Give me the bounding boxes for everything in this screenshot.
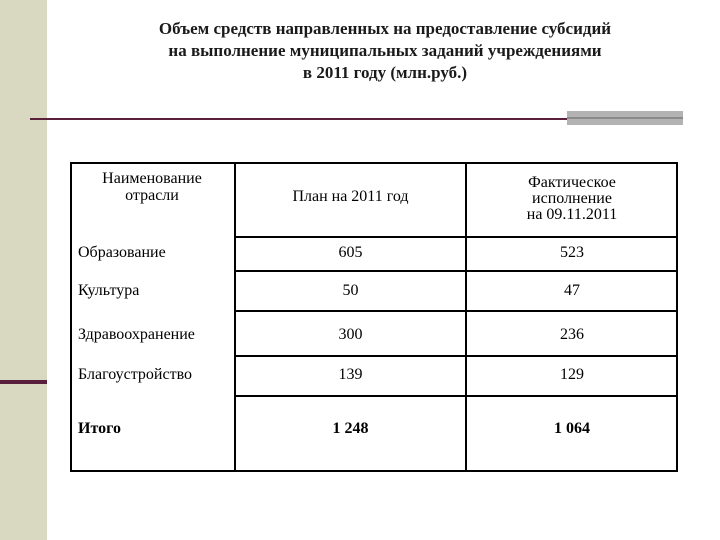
- row-2-plan: 50: [342, 282, 359, 299]
- total-fact: 1 064: [554, 420, 590, 437]
- title-line-1: Объем средств направленных на предоставление субсидий: [158, 19, 612, 38]
- header-fact-line-2: исполнение: [532, 190, 612, 207]
- row-3-fact: 236: [560, 326, 584, 343]
- row-divider-1: [235, 236, 678, 238]
- page-title: [90, 18, 680, 84]
- header-name: [76, 170, 228, 204]
- header-fact-line-1: Фактическое: [528, 174, 616, 191]
- left-decorative-band: [0, 0, 47, 540]
- row-2-name: Культура: [78, 282, 140, 299]
- divider-accent-box: [567, 111, 683, 125]
- row-2-fact: 47: [564, 282, 580, 299]
- header-fact-line-3: на 09.11.2011: [526, 206, 618, 223]
- row-4-fact: 129: [560, 366, 584, 383]
- header-name-line-2: отрасли: [125, 187, 179, 204]
- row-4-name: Благоустройство: [78, 366, 193, 383]
- row-divider-5: [235, 395, 678, 397]
- header-plan: План на 2011 год: [292, 188, 409, 205]
- title-line-3: в 2011 году (млн.руб.): [302, 63, 468, 82]
- left-accent-line: [0, 380, 47, 384]
- row-divider-4: [235, 355, 678, 357]
- title-line-2: на выполнение муниципальных заданий учреждениями: [168, 41, 602, 60]
- row-1-name: Образование: [78, 244, 166, 261]
- title-divider: [30, 118, 567, 120]
- row-3-plan: 300: [338, 326, 363, 343]
- row-1-plan: 605: [338, 244, 363, 261]
- total-name: Итого: [78, 420, 121, 437]
- row-3-name: Здравоохранение: [78, 326, 195, 343]
- row-4-plan: 139: [338, 366, 363, 383]
- header-name-line-1: Наименование: [102, 170, 202, 187]
- header-fact: [467, 175, 677, 223]
- row-divider-3: [235, 310, 678, 312]
- row-1-fact: 523: [560, 244, 584, 261]
- row-divider-2: [235, 270, 678, 272]
- total-plan: 1 248: [332, 420, 369, 437]
